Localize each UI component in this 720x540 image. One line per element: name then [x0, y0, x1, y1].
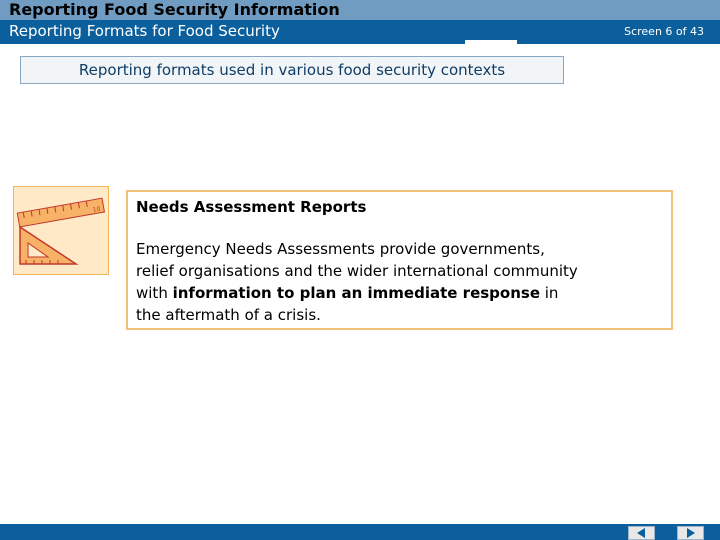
- subtitle-box: [20, 56, 564, 84]
- body-emphasis: information to plan an immediate response: [172, 284, 540, 302]
- header-tab-decoration: [465, 40, 517, 44]
- body-line-3: [136, 282, 671, 304]
- screen-counter: Screen 6 of 43: [624, 25, 704, 38]
- icon-panel: [13, 186, 109, 275]
- body-line-2: relief organisations and the wider international community: [136, 262, 578, 280]
- course-title-bar: [0, 0, 720, 20]
- lesson-header-bar: [0, 20, 720, 44]
- lesson-title: Reporting Formats for Food Security: [9, 22, 280, 40]
- content-box: [126, 190, 673, 330]
- back-arrow-icon: [629, 527, 654, 539]
- body-line-3-end: in: [540, 284, 559, 302]
- course-title: Reporting Food Security Information: [9, 0, 340, 19]
- content-heading: Needs Assessment Reports: [136, 198, 367, 216]
- ruler-mark-label: 10: [92, 205, 102, 214]
- next-button[interactable]: [677, 526, 704, 540]
- footer-bar: [0, 524, 720, 540]
- page-subtitle: Reporting formats used in various food security contexts: [78, 61, 506, 79]
- ruler-and-set-square-icon: [14, 187, 108, 274]
- content-body: [136, 238, 671, 326]
- body-line-4: the aftermath of a crisis.: [136, 306, 321, 324]
- body-line-1: Emergency Needs Assessments provide governments,: [136, 240, 545, 258]
- body-line-3-start: with: [136, 284, 173, 302]
- next-arrow-icon: [678, 527, 703, 539]
- back-button[interactable]: [628, 526, 655, 540]
